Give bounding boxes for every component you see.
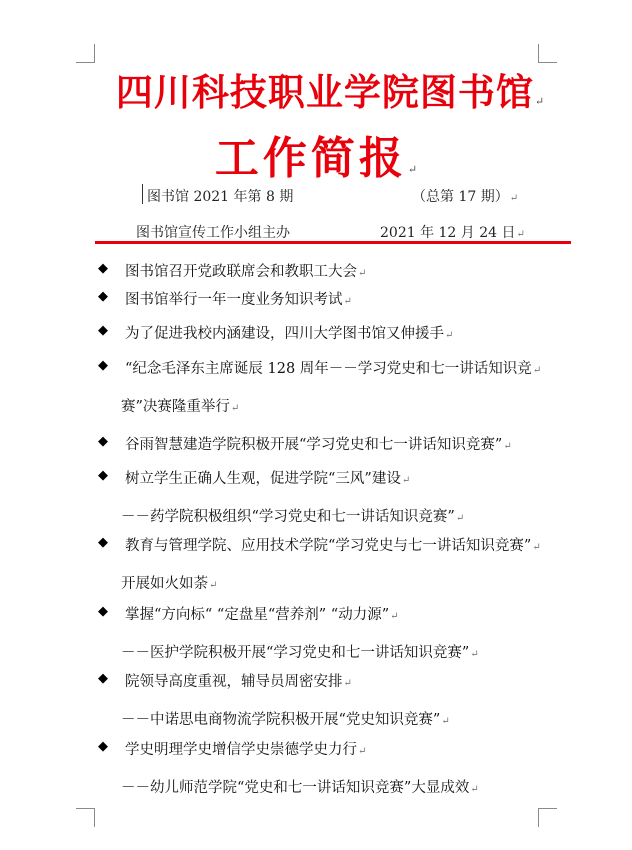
paragraph-mark-icon: ↵	[343, 296, 352, 307]
headline-text: 开展如火如荼	[121, 576, 208, 592]
diamond-bullet-icon: ◆	[98, 535, 108, 550]
headline-item	[125, 433, 512, 454]
headline-text: “纪念毛泽东主席诞辰 128 周年－－学习党史和七一讲话知识竞	[125, 361, 532, 377]
headline-text: 掌握“方向标“ “定盘星“营养剂” “动力源”	[125, 607, 390, 623]
paragraph-mark-icon: ↵	[407, 163, 418, 176]
headline-item-continuation	[121, 641, 479, 662]
paragraph-mark-icon: ↵	[532, 365, 542, 376]
headline-item	[125, 260, 366, 281]
headline-text: 谷雨智慧建造学院积极开展“学习党史和七一讲话知识竞赛”	[125, 437, 503, 453]
paragraph-mark-icon: ↵	[509, 193, 519, 204]
headline-item	[125, 322, 453, 343]
diamond-bullet-icon: ◆	[98, 604, 108, 619]
paragraph-mark-icon: ↵	[470, 649, 479, 660]
headline-text: 图书馆举行一年一度业务知识考试	[125, 292, 343, 308]
headline-item-continuation	[121, 395, 239, 416]
headline-text: 院领导高度重视，辅导员周密安排	[125, 674, 343, 690]
headline-text: －－医护学院积极开展“学习党史和七一讲话知识竞赛”	[121, 645, 470, 661]
title-line1-text: 四川科技职业学院图书馆	[115, 70, 534, 114]
paragraph-mark-icon: ↵	[358, 746, 367, 757]
diamond-bullet-icon: ◆	[98, 468, 108, 483]
title-line2-text: 工作简报	[214, 133, 407, 184]
host-text: 图书馆宣传工作小组主办	[136, 225, 290, 241]
headline-item-continuation	[121, 505, 464, 526]
headline-item	[125, 738, 366, 759]
headline-text: －－药学院积极组织“学习党史和七一讲话知识竞赛”	[121, 509, 455, 525]
diamond-bullet-icon: ◆	[98, 261, 108, 276]
headline-text: 图书馆召开党政联席会和教职工大会	[125, 264, 357, 280]
paragraph-mark-icon: ↵	[401, 475, 411, 486]
headline-item-continuation	[121, 572, 217, 593]
diamond-bullet-icon: ◆	[98, 739, 108, 754]
issue-number-text: 图书馆 2021 年第 8 期	[147, 189, 294, 205]
diamond-bullet-icon: ◆	[98, 434, 108, 449]
diamond-bullet-icon: ◆	[98, 671, 108, 686]
headline-item	[125, 357, 541, 378]
paragraph-mark-icon: ↵	[343, 678, 352, 689]
paragraph-mark-icon: ↵	[503, 441, 512, 452]
headline-item	[125, 534, 541, 555]
headline-text: －－中诺思电商物流学院积极开展“党史知识竞赛”	[121, 712, 441, 728]
paragraph-mark-icon: ↵	[445, 330, 454, 341]
paragraph-mark-icon: ↵	[358, 268, 367, 279]
paragraph-mark-icon: ↵	[209, 580, 218, 591]
paragraph-mark-icon: ↵	[516, 229, 525, 240]
headline-item	[125, 467, 410, 488]
headline-item	[125, 670, 352, 691]
paragraph-mark-icon: ↵	[470, 784, 479, 795]
headline-text: 教育与管理学院、应用技术学院“学习党史与七一讲话知识竞赛”	[125, 538, 532, 554]
total-issue-text: （总第 17 期）	[412, 189, 509, 205]
headline-text: 为了促进我校内涵建设，四川大学图书馆又伸援手	[125, 326, 444, 342]
paragraph-mark-icon: ↵	[230, 403, 240, 414]
paragraph-mark-icon: ↵	[532, 542, 541, 553]
paragraph-mark-icon: ↵	[534, 95, 545, 108]
date-text: 2021 年 12 月 24 日	[380, 225, 516, 241]
paragraph-mark-icon: ↵	[390, 611, 399, 622]
headline-text: 学史明理学史增信学史崇德学史力行	[125, 742, 357, 758]
headline-text: 赛”决赛隆重举行	[121, 399, 230, 415]
diamond-bullet-icon: ◆	[98, 323, 108, 338]
headline-text: －－幼儿师范学院“党史和七一讲话知识竞赛”大显成效	[121, 780, 470, 796]
headline-item-continuation	[121, 776, 479, 797]
diamond-bullet-icon: ◆	[98, 289, 108, 304]
paragraph-mark-icon: ↵	[441, 716, 450, 727]
diamond-bullet-icon: ◆	[98, 358, 108, 373]
headline-text: 树立学生正确人生观，促进学院“三风”建设	[125, 471, 401, 487]
headline-item	[125, 603, 399, 624]
headline-item	[125, 288, 352, 309]
paragraph-mark-icon: ↵	[455, 513, 465, 524]
headline-item-continuation	[121, 708, 450, 729]
